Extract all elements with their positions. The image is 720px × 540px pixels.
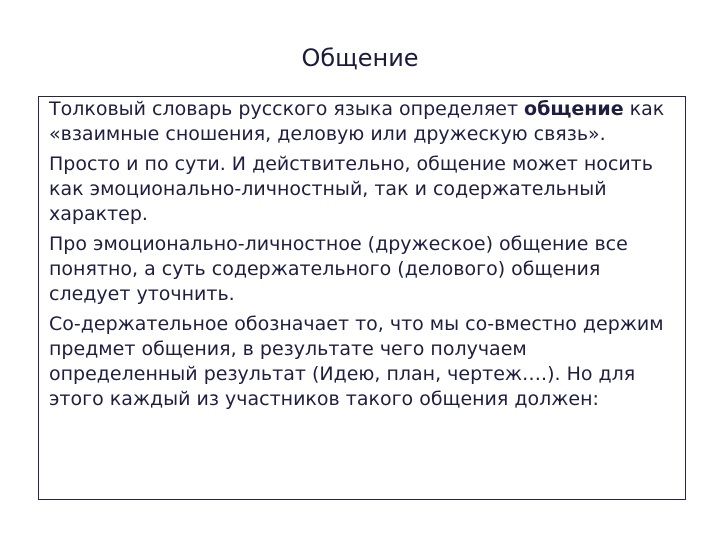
paragraph-content: Со-держательное обозначает то, что мы со-вместно держим предмет общения, в результате чего получаем определенный результат (Идею, план, чертеж….). Но для этого каждый из участников такого общения должен: <box>49 313 664 410</box>
defined-term: общение <box>524 98 624 120</box>
paragraph-simple: Просто и по сути. И действительно, общение может носить как эмоционально-личностный, так и содержательный характер. <box>49 153 653 225</box>
definition-text: как «взаимные сношения, деловую или дружескую связь». <box>49 98 665 145</box>
slide-title: Общение <box>301 44 419 72</box>
paragraph-emotional: Про эмоционально-личностное (дружеское) общение все понятно, а суть содержательного (делового) общения следует уточнить. <box>49 233 628 305</box>
definition-intro: Толковый словарь русского языка определяет <box>49 98 525 120</box>
definition-paragraph <box>49 97 677 147</box>
content-box <box>38 96 686 500</box>
